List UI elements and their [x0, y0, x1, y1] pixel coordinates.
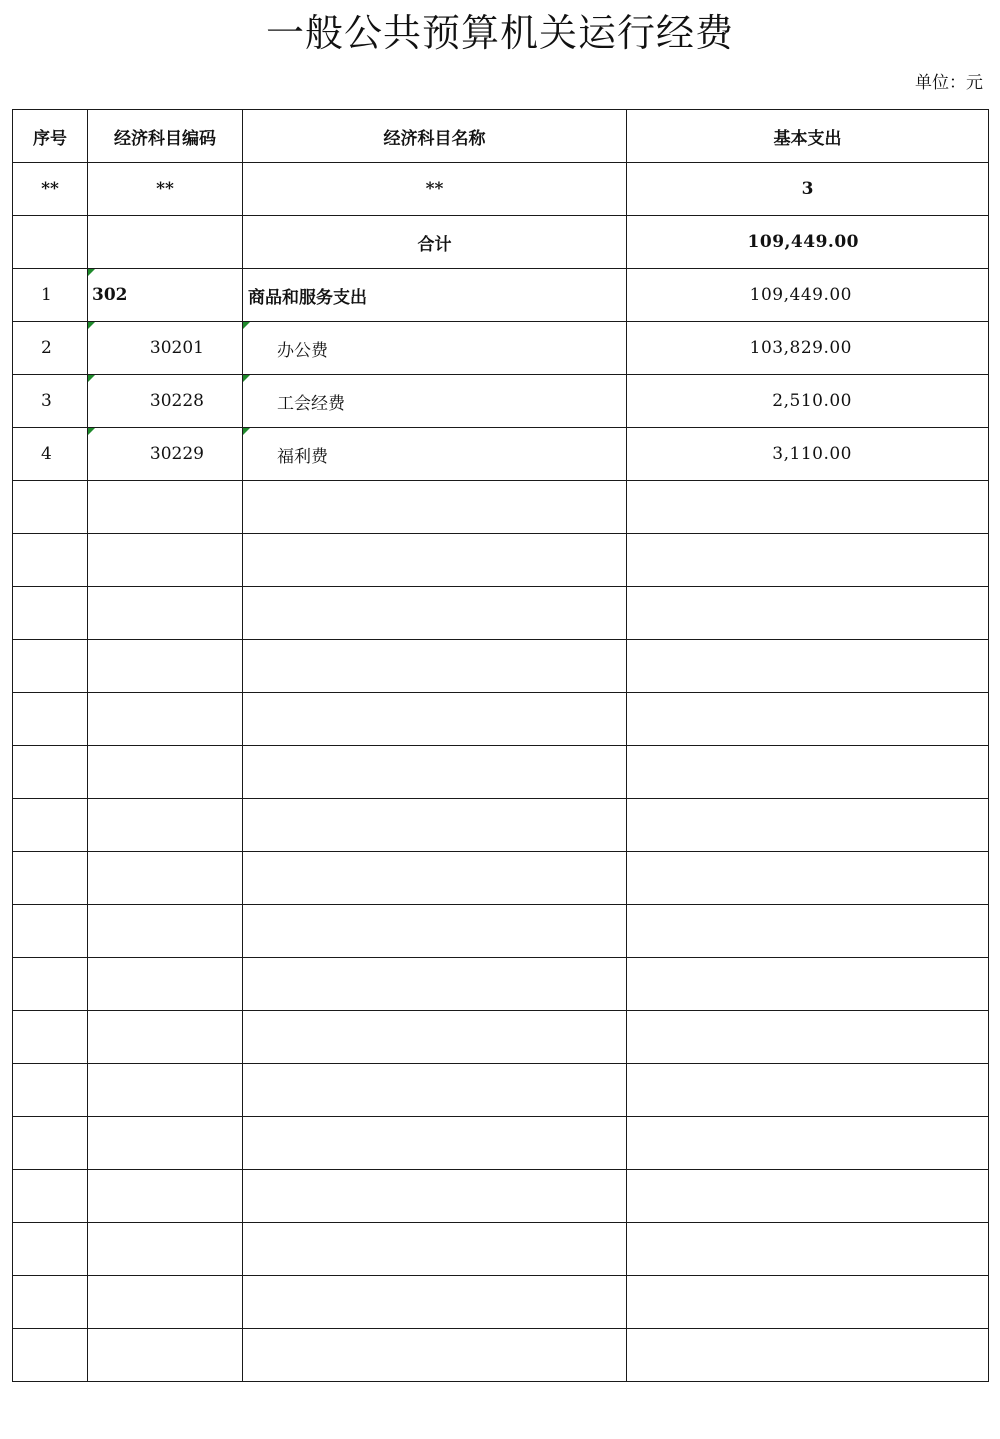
total-row [13, 216, 989, 269]
empty-cell [627, 905, 989, 958]
empty-cell [243, 481, 627, 534]
flag-marker-icon [88, 269, 95, 276]
empty-row [13, 481, 989, 534]
empty-cell [13, 693, 88, 746]
empty-cell [627, 958, 989, 1011]
table-row [13, 428, 989, 481]
empty-row [13, 905, 989, 958]
row-code-text: 30228 [149, 391, 204, 411]
row-amount: 3,110.00 [627, 428, 989, 481]
empty-row [13, 746, 989, 799]
empty-cell [13, 746, 88, 799]
table-row [13, 375, 989, 428]
empty-cell [243, 1223, 627, 1276]
empty-cell [243, 1329, 627, 1382]
row-code [88, 322, 243, 375]
empty-cell [13, 1329, 88, 1382]
empty-cell [243, 852, 627, 905]
header-basic: 基本支出 [627, 110, 989, 163]
empty-cell [13, 587, 88, 640]
empty-row [13, 693, 989, 746]
empty-rows [13, 481, 989, 1382]
empty-row [13, 640, 989, 693]
index-name: ** [243, 163, 627, 216]
empty-cell [627, 1329, 989, 1382]
empty-cell [13, 1276, 88, 1329]
empty-row [13, 587, 989, 640]
empty-cell [13, 640, 88, 693]
page-title: 一般公共预算机关运行经费 [265, 11, 734, 55]
row-name: 商品和服务支出 [243, 269, 627, 322]
empty-cell [88, 746, 243, 799]
empty-row [13, 958, 989, 1011]
empty-cell [243, 1064, 627, 1117]
empty-cell [13, 1170, 88, 1223]
empty-cell [243, 1276, 627, 1329]
empty-row [13, 1117, 989, 1170]
table-row [13, 269, 989, 322]
empty-cell [88, 799, 243, 852]
empty-row [13, 1329, 989, 1382]
empty-cell [627, 1064, 989, 1117]
empty-cell [627, 587, 989, 640]
empty-cell [627, 1011, 989, 1064]
empty-cell [627, 1223, 989, 1276]
empty-cell [13, 905, 88, 958]
empty-cell [88, 958, 243, 1011]
empty-cell [243, 905, 627, 958]
empty-cell [88, 1329, 243, 1382]
header-seq: 序号 [13, 110, 88, 163]
row-code [88, 375, 243, 428]
empty-cell [627, 852, 989, 905]
flag-marker-icon [243, 322, 250, 329]
empty-cell [627, 1276, 989, 1329]
empty-row [13, 799, 989, 852]
expense-table [12, 109, 989, 1382]
flag-marker-icon [88, 428, 95, 435]
total-label: 合计 [243, 216, 627, 269]
header-code: 经济科目编码 [88, 110, 243, 163]
empty-row [13, 1064, 989, 1117]
row-name-text: 工会经费 [277, 393, 345, 414]
empty-cell [627, 481, 989, 534]
empty-cell [627, 799, 989, 852]
row-seq: 4 [13, 428, 88, 481]
index-basic: 3 [627, 163, 989, 216]
row-seq: 2 [13, 322, 88, 375]
row-amount: 2,510.00 [627, 375, 989, 428]
empty-cell [88, 905, 243, 958]
empty-cell [243, 1011, 627, 1064]
empty-row [13, 1011, 989, 1064]
empty-cell [627, 640, 989, 693]
empty-row [13, 852, 989, 905]
flag-marker-icon [243, 375, 250, 382]
row-name [243, 322, 627, 375]
empty-cell [243, 587, 627, 640]
flag-marker-icon [88, 322, 95, 329]
empty-cell [88, 1223, 243, 1276]
empty-cell [13, 1117, 88, 1170]
empty-cell [627, 534, 989, 587]
header-row [13, 110, 989, 163]
empty-cell [627, 1170, 989, 1223]
unit-label: 单位：元 [915, 73, 983, 93]
row-code [88, 269, 243, 322]
empty-cell [627, 746, 989, 799]
empty-cell [13, 481, 88, 534]
empty-cell [13, 534, 88, 587]
total-amount: 109,449.00 [627, 216, 989, 269]
empty-cell [88, 587, 243, 640]
row-name-text: 福利费 [277, 446, 328, 467]
empty-cell [88, 1170, 243, 1223]
total-seq-cell [13, 216, 88, 269]
empty-cell [243, 746, 627, 799]
row-amount: 109,449.00 [627, 269, 989, 322]
empty-cell [243, 693, 627, 746]
row-code-text: 30229 [149, 444, 204, 464]
empty-cell [88, 1064, 243, 1117]
flag-marker-icon [243, 428, 250, 435]
empty-cell [88, 534, 243, 587]
empty-cell [88, 1276, 243, 1329]
empty-cell [88, 640, 243, 693]
empty-cell [243, 958, 627, 1011]
empty-cell [13, 799, 88, 852]
total-code-cell [88, 216, 243, 269]
row-code [88, 428, 243, 481]
row-name [243, 428, 627, 481]
index-row [13, 163, 989, 216]
row-code-text: 30201 [149, 338, 204, 358]
row-code-text: 302 [92, 285, 128, 305]
empty-row [13, 1170, 989, 1223]
row-amount: 103,829.00 [627, 322, 989, 375]
row-name-text: 办公费 [277, 340, 328, 361]
empty-row [13, 534, 989, 587]
empty-cell [88, 481, 243, 534]
empty-cell [243, 640, 627, 693]
empty-row [13, 1223, 989, 1276]
index-seq: ** [13, 163, 88, 216]
empty-cell [88, 1011, 243, 1064]
empty-cell [88, 693, 243, 746]
header-name: 经济科目名称 [243, 110, 627, 163]
empty-cell [243, 1170, 627, 1223]
row-name [243, 375, 627, 428]
empty-row [13, 1276, 989, 1329]
empty-cell [13, 1011, 88, 1064]
empty-cell [243, 534, 627, 587]
row-seq: 1 [13, 269, 88, 322]
empty-cell [243, 799, 627, 852]
empty-cell [627, 693, 989, 746]
empty-cell [243, 1117, 627, 1170]
row-seq: 3 [13, 375, 88, 428]
empty-cell [88, 1117, 243, 1170]
table-row [13, 322, 989, 375]
flag-marker-icon [88, 375, 95, 382]
empty-cell [13, 958, 88, 1011]
empty-cell [627, 1117, 989, 1170]
empty-cell [13, 1223, 88, 1276]
empty-cell [88, 852, 243, 905]
empty-cell [13, 1064, 88, 1117]
empty-cell [13, 852, 88, 905]
index-code: ** [88, 163, 243, 216]
